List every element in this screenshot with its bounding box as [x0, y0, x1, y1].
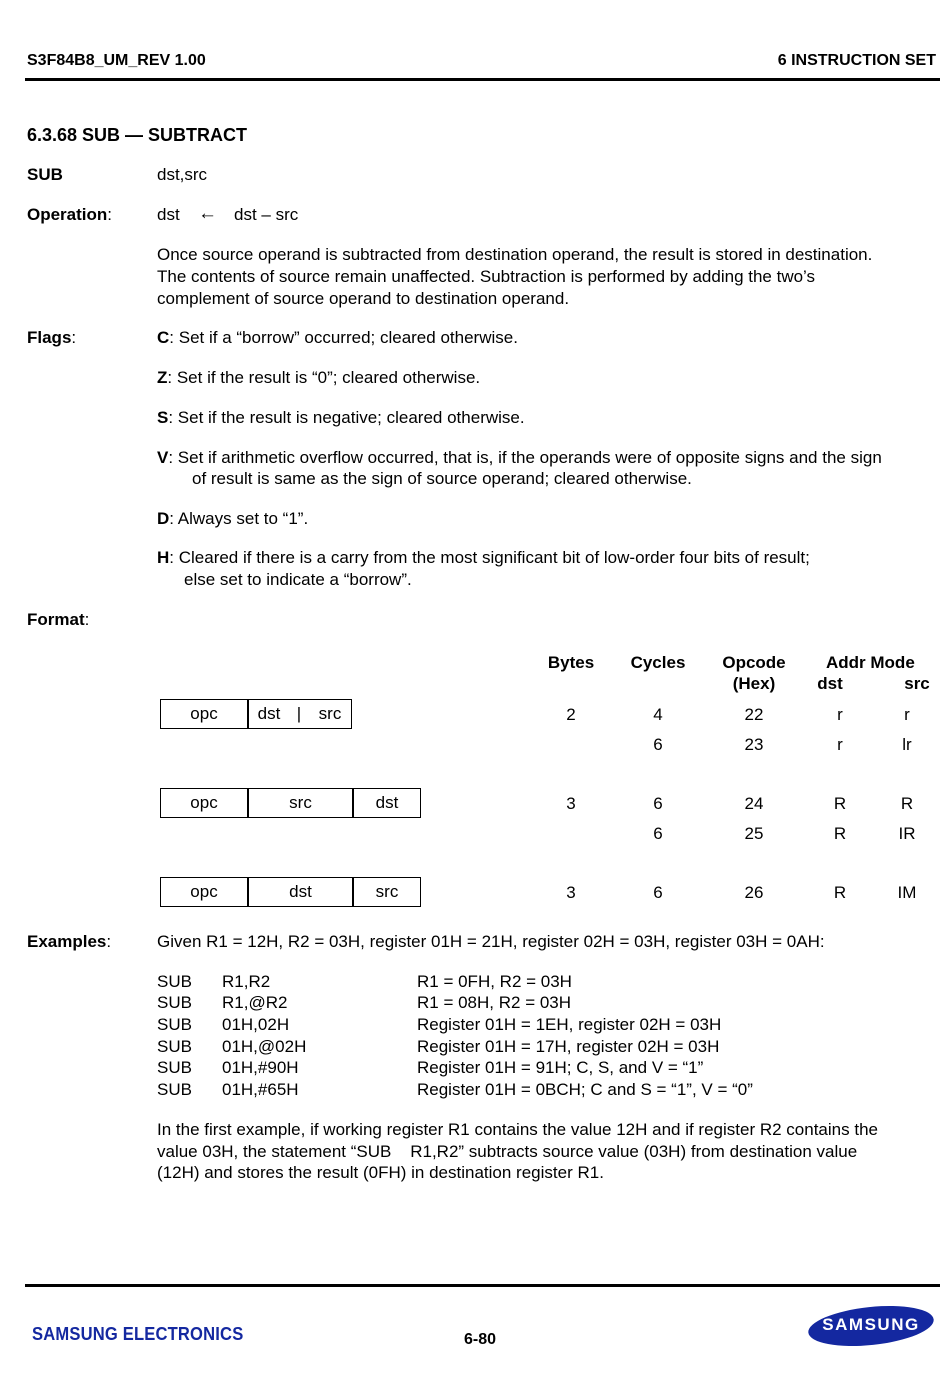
flags-label: Flags [27, 328, 72, 347]
header-rule [25, 78, 940, 81]
flag-z [157, 368, 480, 388]
row-2-src-mode: lr [902, 735, 912, 754]
flag-h-text: : Cleared if there is a carry from the most significant bit of low-order four bits of result; [169, 548, 810, 567]
syntax-label: SUB [27, 165, 63, 184]
operation-colon: : [107, 205, 113, 224]
example-1-operands: R1,R2 [222, 972, 271, 991]
format-box-1-opc: opc [190, 704, 218, 723]
example-3-result: Register 01H = 1EH, register 02H = 03H [417, 1015, 722, 1034]
format-box-2-src: src [289, 793, 312, 812]
footer-page-number: 6-80 [463, 1331, 497, 1348]
col-opcode: Opcode [722, 653, 786, 672]
format-box-1-dst: dst [257, 704, 281, 723]
example-3-operands: 01H,02H [222, 1015, 290, 1034]
row-4-src-mode: IR [898, 824, 916, 843]
examples-colon: : [106, 932, 112, 951]
operation-desc-line-1: Once source operand is subtracted from destination operand, the result is stored in destination. [157, 245, 873, 264]
operation-expression: dst – src [234, 205, 299, 224]
flags-label-row [27, 328, 76, 348]
example-6-operands: 01H,#65H [222, 1080, 299, 1099]
format-box-3-src: src [375, 882, 399, 901]
flag-c [157, 328, 518, 348]
example-4-result: Register 01H = 17H, register 02H = 03H [417, 1037, 720, 1056]
flag-c-letter: C [157, 328, 170, 347]
example-2-operands: R1,@R2 [222, 993, 288, 1012]
flag-v-text: : Set if arithmetic overflow occurred, that is, if the operands were of opposite signs and the sign [168, 448, 882, 467]
example-4-mnemonic: SUB [157, 1037, 192, 1056]
format-colon: : [84, 610, 90, 629]
row-5-bytes: 3 [566, 883, 576, 902]
row-1-bytes: 2 [566, 705, 576, 724]
row-5-cycles: 6 [653, 883, 663, 902]
example-2-result: R1 = 08H, R2 = 03H [417, 993, 572, 1012]
header-chapter: 6 INSTRUCTION SET [777, 52, 936, 69]
format-box-1 [160, 699, 352, 729]
col-addr-src: src [904, 674, 930, 693]
row-3-opcode: 24 [744, 794, 764, 813]
format-label-row [27, 610, 89, 630]
examples-label-row [27, 932, 111, 952]
operation-dst: dst [157, 205, 180, 224]
example-5-mnemonic: SUB [157, 1058, 192, 1077]
example-6-mnemonic: SUB [157, 1080, 192, 1099]
header-doc-id: S3F84B8_UM_REV 1.00 [27, 52, 206, 69]
examples-label: Examples [27, 932, 107, 951]
row-1-src-mode: r [904, 705, 910, 724]
samsung-logo [806, 1303, 936, 1349]
example-1-mnemonic: SUB [157, 972, 192, 991]
row-2-dst-mode: r [837, 735, 843, 754]
example-4-operands: 01H,@02H [222, 1037, 307, 1056]
flag-z-letter: Z [157, 368, 168, 387]
syntax-operands: dst,src [157, 165, 208, 184]
flag-h-continuation: else set to indicate a “borrow”. [184, 570, 412, 589]
examples-given: Given R1 = 12H, R2 = 03H, register 01H = 21H, register 02H = 03H, register 03H = 0AH: [157, 932, 825, 951]
flag-h-letter: H [157, 548, 170, 567]
flag-s-letter: S [157, 408, 169, 427]
left-arrow-icon: ← [198, 203, 217, 224]
example-1-result: R1 = 0FH, R2 = 03H [417, 972, 572, 991]
col-addr-mode: Addr Mode [826, 653, 915, 672]
example-2-mnemonic: SUB [157, 993, 192, 1012]
row-3-src-mode: R [900, 794, 914, 813]
flag-v-continuation: of result is same as the sign of source operand; cleared otherwise. [192, 469, 692, 488]
format-label: Format [27, 610, 85, 629]
explanation-line-2: value 03H, the statement “SUB R1,R2” subtracts source value (03H) from destination value [157, 1142, 858, 1161]
flag-z-text: : Set if the result is “0”; cleared otherwise. [167, 368, 481, 387]
row-4-dst-mode: R [833, 824, 847, 843]
format-box-3-dst: dst [289, 882, 312, 901]
example-3-mnemonic: SUB [157, 1015, 192, 1034]
row-3-cycles: 6 [653, 794, 663, 813]
format-box-3-opc: opc [190, 882, 218, 901]
format-box-2-dst: dst [375, 793, 399, 812]
flag-d [157, 509, 308, 529]
col-addr-dst: dst [817, 674, 843, 693]
format-box-1-src: src [318, 704, 342, 723]
row-2-opcode: 23 [744, 735, 764, 754]
example-6-result: Register 01H = 0BCH; C and S = “1”, V = “0” [417, 1080, 753, 1099]
col-cycles: Cycles [630, 653, 686, 672]
row-5-src-mode: IM [897, 883, 917, 902]
flag-s-text: : Set if the result is negative; cleared otherwise. [168, 408, 525, 427]
flag-c-text: : Set if a “borrow” occurred; cleared otherwise. [169, 328, 518, 347]
example-5-result: Register 01H = 91H; C, S, and V = “1” [417, 1058, 704, 1077]
format-box-3 [160, 877, 421, 907]
operation-label-row [27, 205, 112, 225]
row-5-dst-mode: R [833, 883, 847, 902]
row-5-opcode: 26 [744, 883, 764, 902]
flag-s [157, 408, 525, 428]
operation-label: Operation [27, 205, 108, 224]
flags-colon: : [71, 328, 77, 347]
row-2-cycles: 6 [653, 735, 663, 754]
explanation-line-3: (12H) and stores the result (0FH) in destination register R1. [157, 1163, 604, 1182]
operation-desc-line-2: The contents of source remain unaffected. Subtraction is performed by adding the two’s [157, 267, 816, 286]
flag-d-letter: D [157, 509, 170, 528]
flag-d-text: : Always set to “1”. [169, 509, 309, 528]
footer-rule [25, 1284, 940, 1287]
samsung-logo-text: SAMSUNG [822, 1315, 920, 1334]
row-4-opcode: 25 [744, 824, 764, 843]
flag-h [157, 548, 810, 568]
section-title: 6.3.68 SUB — SUBTRACT [27, 125, 248, 145]
explanation-line-1: In the first example, if working register R1 contains the value 12H and if register R2 contains the [157, 1120, 878, 1139]
flag-v-letter: V [157, 448, 169, 467]
example-5-operands: 01H,#90H [222, 1058, 299, 1077]
footer-company: SAMSUNG ELECTRONICS [32, 1324, 244, 1344]
col-opcode-hex: (Hex) [732, 674, 776, 693]
format-box-2 [160, 788, 421, 818]
row-3-bytes: 3 [566, 794, 576, 813]
format-box-1-nibble-separator: | [296, 704, 302, 723]
flag-v [157, 448, 882, 468]
format-box-2-opc: opc [190, 793, 218, 812]
row-4-cycles: 6 [653, 824, 663, 843]
row-1-cycles: 4 [653, 705, 663, 724]
operation-desc-line-3: complement of source operand to destination operand. [157, 289, 570, 308]
row-3-dst-mode: R [833, 794, 847, 813]
row-1-dst-mode: r [837, 705, 843, 724]
row-1-opcode: 22 [744, 705, 764, 724]
col-bytes: Bytes [547, 653, 595, 672]
